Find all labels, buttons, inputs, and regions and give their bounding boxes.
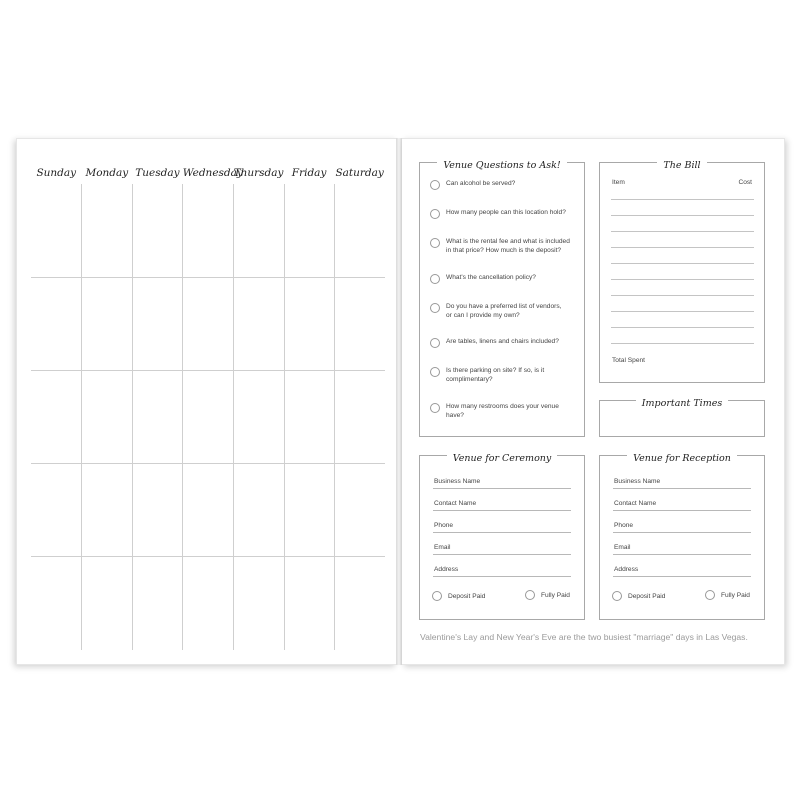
left-page: [16, 138, 397, 665]
checkbox-circle-icon[interactable]: [430, 367, 440, 377]
weekday-monday: Monday: [85, 167, 129, 179]
question-item[interactable]: Are tables, linens and chairs included?: [430, 338, 578, 348]
grid-column-line: [233, 184, 234, 650]
checkbox-circle-icon[interactable]: [430, 403, 440, 413]
question-item[interactable]: Do you have a preferred list of vendors, or can I provide my own?: [430, 303, 578, 320]
calendar-grid: [31, 184, 385, 650]
deposit-paid-checkbox[interactable]: Deposit Paid: [612, 591, 665, 601]
weekday-wednesday: Wednesday: [182, 167, 243, 179]
email-field[interactable]: Email: [433, 532, 571, 555]
bill-line[interactable]: [611, 199, 754, 200]
ceremony-title: Venue for Ceremony: [420, 448, 584, 466]
venue-questions-box: [419, 162, 585, 437]
grid-column-line: [81, 184, 82, 650]
checkbox-circle-icon[interactable]: [430, 274, 440, 284]
calendar-header: [31, 167, 385, 179]
business-name-field[interactable]: Business Name: [433, 466, 571, 489]
question-item[interactable]: How many restrooms does your venue have?: [430, 403, 578, 420]
bill-line[interactable]: [611, 263, 754, 264]
grid-row-line: [31, 277, 385, 278]
reception-box: [599, 455, 765, 620]
email-field[interactable]: Email: [613, 532, 751, 555]
weekday-saturday: Saturday: [335, 167, 384, 179]
footer-fun-fact: Valentine's Ŀay and New Year's Eve are the two busiest "marriage" days in Las Vegas.: [420, 632, 748, 642]
bill-line[interactable]: [611, 247, 754, 248]
bill-line[interactable]: [611, 231, 754, 232]
bill-line[interactable]: [611, 327, 754, 328]
grid-column-line: [182, 184, 183, 650]
weekday-tuesday: Tuesday: [135, 167, 180, 179]
contact-name-field[interactable]: Contact Name: [613, 488, 751, 511]
bill-line[interactable]: [611, 343, 754, 344]
bill-total-label: Total Spent: [612, 357, 645, 364]
weekday-row: [31, 167, 385, 179]
important-times-box[interactable]: [599, 400, 765, 437]
question-item[interactable]: What's the cancellation policy?: [430, 274, 578, 284]
checkbox-circle-icon[interactable]: [432, 591, 442, 601]
bill-line[interactable]: [611, 311, 754, 312]
bill-line[interactable]: [611, 215, 754, 216]
weekday-thursday: Thursday: [233, 167, 284, 179]
phone-field[interactable]: Phone: [613, 510, 751, 533]
important-times-title: Important Times: [600, 393, 764, 411]
grid-row-line: [31, 463, 385, 464]
bill-title: The Bill: [600, 155, 764, 173]
address-field[interactable]: Address: [613, 554, 751, 577]
checkbox-circle-icon[interactable]: [430, 338, 440, 348]
bill-box: [599, 162, 765, 383]
weekday-friday: Friday: [291, 167, 327, 179]
bill-item-header: Item: [612, 179, 625, 186]
ceremony-box: [419, 455, 585, 620]
question-item[interactable]: Can alcohol be served?: [430, 180, 578, 190]
bill-line[interactable]: [611, 279, 754, 280]
grid-column-line: [334, 184, 335, 650]
grid-row-line: [31, 370, 385, 371]
question-item[interactable]: How many people can this location hold?: [430, 209, 578, 219]
checkbox-circle-icon[interactable]: [525, 590, 535, 600]
deposit-paid-checkbox[interactable]: Deposit Paid: [432, 591, 485, 601]
business-name-field[interactable]: Business Name: [613, 466, 751, 489]
grid-row-line: [31, 556, 385, 557]
question-item[interactable]: What is the rental fee and what is included in that price? How much is the deposit?: [430, 238, 578, 255]
question-item[interactable]: Is there parking on site? If so, is it complimentary?: [430, 367, 578, 384]
weekday-sunday: Sunday: [36, 167, 77, 179]
fully-paid-checkbox[interactable]: Fully Paid: [525, 590, 570, 600]
grid-column-line: [284, 184, 285, 650]
venue-questions-title: Venue Questions to Ask!: [420, 155, 584, 173]
fully-paid-checkbox[interactable]: Fully Paid: [705, 590, 750, 600]
grid-column-line: [132, 184, 133, 650]
checkbox-circle-icon[interactable]: [430, 238, 440, 248]
address-field[interactable]: Address: [433, 554, 571, 577]
phone-field[interactable]: Phone: [433, 510, 571, 533]
checkbox-circle-icon[interactable]: [430, 180, 440, 190]
checkbox-circle-icon[interactable]: [430, 209, 440, 219]
checkbox-circle-icon[interactable]: [705, 590, 715, 600]
checkbox-circle-icon[interactable]: [430, 303, 440, 313]
contact-name-field[interactable]: Contact Name: [433, 488, 571, 511]
checkbox-circle-icon[interactable]: [612, 591, 622, 601]
bill-cost-header: Cost: [738, 179, 752, 186]
bill-line[interactable]: [611, 295, 754, 296]
reception-title: Venue for Reception: [600, 448, 764, 466]
